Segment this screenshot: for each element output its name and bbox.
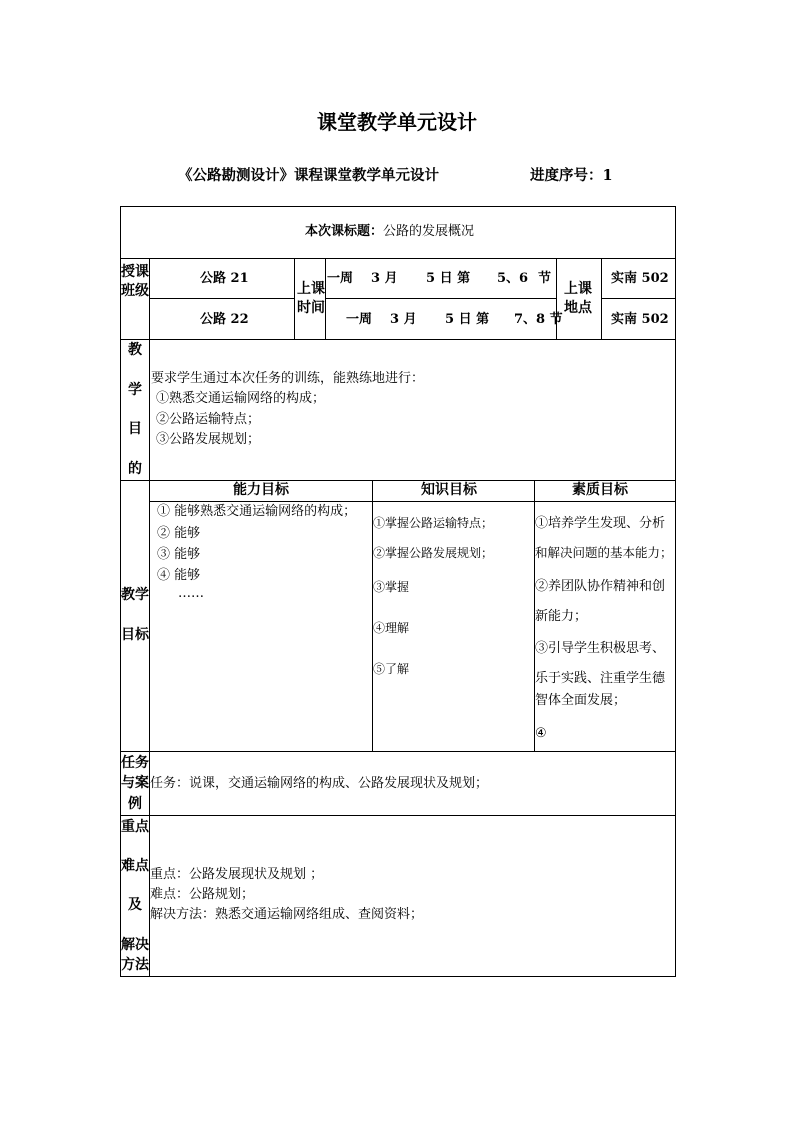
time-label: 上课 — [297, 281, 325, 297]
ability-item: ③ 能够 — [157, 547, 201, 562]
key-line: 解决方法：熟悉交通运输网络组成、查阅资料； — [150, 907, 424, 922]
knowledge-item: ③掌握 — [373, 580, 410, 594]
purpose-label: 的 — [128, 461, 142, 477]
place-label: 地点 — [564, 300, 592, 316]
objectives-label: 教学 — [121, 587, 149, 603]
quality-line: ②养团队协作精神和创 — [535, 579, 666, 594]
purpose-line: ②公路运输特点； — [156, 412, 261, 427]
topic-label: 本次课标题： — [305, 224, 384, 239]
key-label: 重点 — [121, 819, 149, 835]
time-day: 5 日 第 — [426, 271, 471, 286]
knowledge-item: ②掌握公路发展规划； — [373, 546, 494, 560]
table-border-right — [675, 206, 676, 977]
time-period: 7、8 节 — [514, 312, 563, 327]
time-label: 时间 — [297, 300, 325, 316]
table-rule — [556, 258, 557, 340]
topic-row — [305, 225, 474, 238]
purpose-line: ①熟悉交通运输网络的构成； — [156, 391, 326, 406]
table-rule — [120, 751, 676, 752]
time-month: 3 月 — [390, 312, 417, 327]
quality-line: 新能力； — [535, 609, 588, 624]
time-week: 一周 — [327, 271, 354, 286]
knowledge-item: ①掌握公路运输特点； — [373, 516, 494, 530]
task-text: 任务：说课，交通运输网络的构成、公路发展现状及规划； — [150, 776, 489, 791]
key-label: 方法 — [121, 957, 149, 973]
key-line: 难点：公路规划； — [150, 887, 255, 902]
quality-line: 智体全面发展； — [535, 693, 627, 708]
class-label: 班级 — [121, 283, 149, 299]
table-rule — [120, 815, 676, 816]
time-period: 5、6 — [497, 271, 529, 286]
class-name: 公路 22 — [200, 312, 249, 327]
table-rule — [120, 339, 676, 340]
progress-number: 进度序号：1 — [530, 167, 613, 184]
table-rule — [120, 258, 676, 259]
table-rule — [149, 298, 294, 299]
quality-line: 和解决问题的基本能力； — [535, 545, 673, 560]
purpose-line: 要求学生通过本次任务的训练，能熟练地进行： — [151, 371, 425, 386]
task-label: 与案 — [121, 775, 149, 791]
quality-line: 乐于实践、注重学生德 — [535, 671, 666, 686]
table-rule — [325, 298, 556, 299]
table-rule — [601, 298, 676, 299]
class-label: 授课 — [121, 264, 149, 280]
purpose-line: ③公路发展规划； — [156, 432, 261, 447]
ability-item: …… — [178, 586, 204, 601]
knowledge-item: ④理解 — [373, 621, 410, 635]
quality-header: 素质目标 — [572, 482, 628, 498]
place-name: 实南 502 — [611, 271, 669, 286]
key-line: 重点：公路发展现状及规划 ； — [150, 867, 324, 882]
table-rule — [294, 258, 295, 340]
table-border-bottom — [120, 976, 676, 977]
table-rule — [120, 480, 676, 481]
task-label: 任务 — [121, 755, 149, 771]
time-month: 3 月 — [371, 271, 398, 286]
ability-item: ① 能够熟悉交通运输网络的构成； — [157, 504, 357, 519]
knowledge-header: 知识目标 — [421, 482, 477, 498]
time-day: 5 日 第 — [445, 312, 490, 327]
place-name: 实南 502 — [611, 312, 669, 327]
quality-line: ④ — [535, 726, 547, 741]
course-subtitle: 《公路勘测设计》课程课堂教学单元设计 — [178, 167, 439, 184]
time-period-unit: 节 — [538, 271, 552, 286]
quality-line: ③引导学生积极思考、 — [535, 641, 666, 656]
table-border-top — [120, 206, 676, 207]
table-rule — [601, 258, 602, 340]
purpose-label: 学 — [128, 382, 142, 398]
purpose-label: 目 — [128, 421, 142, 437]
quality-line: ①培养学生发现、分析 — [535, 516, 666, 531]
topic-value: 公路的发展概况 — [383, 224, 475, 239]
task-label: 例 — [128, 796, 142, 812]
key-label: 及 — [128, 897, 142, 913]
knowledge-item: ⑤了解 — [373, 662, 410, 676]
table-rule — [149, 501, 676, 502]
objectives-label: 目标 — [121, 627, 149, 643]
time-week: 一周 — [346, 312, 373, 327]
place-label: 上课 — [564, 281, 592, 297]
table-rule — [325, 258, 326, 340]
key-label: 解决 — [121, 937, 149, 953]
ability-header: 能力目标 — [233, 482, 289, 498]
ability-item: ④ 能够 — [157, 568, 201, 583]
ability-item: ② 能够 — [157, 526, 201, 541]
key-label: 难点 — [121, 858, 149, 874]
purpose-label: 教 — [128, 342, 142, 358]
class-name: 公路 21 — [200, 271, 249, 286]
page-title: 课堂教学单元设计 — [317, 110, 477, 134]
